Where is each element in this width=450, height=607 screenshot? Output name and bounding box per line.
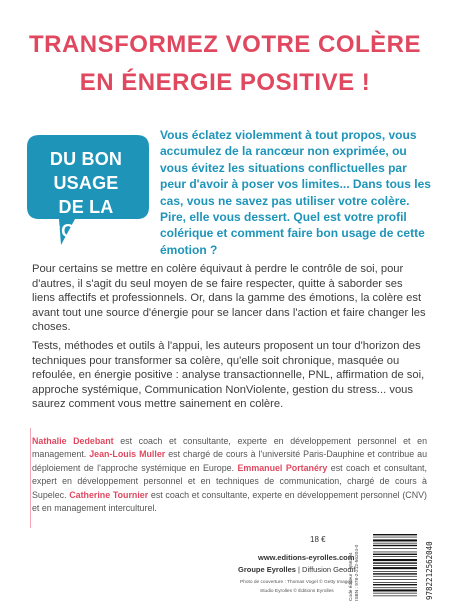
author-name: Nathalie Dedebant (32, 436, 114, 446)
barcode-bar (373, 587, 417, 588)
body-paragraph-2: Tests, méthodes et outils à l'appui, les auteurs proposent un tour d'horizon des techniques pour transformer sa colère, qu'elle soit chronique, masquée ou refoulée, en énergie positive : analyse transactionnelle, PNL, affirmation de soi, approche systémique, Communication NonViolente, gestion du stress... vous saurez comment vous mettre sainement en colère. (32, 340, 425, 411)
bubble-line-2: DE LA COLÈRE (47, 197, 125, 241)
barcode-bar (373, 552, 417, 553)
distributor: | Diffusion Geodif (295, 565, 356, 574)
barcode-bar (373, 559, 417, 561)
barcode-bar (373, 556, 417, 557)
barcode-bar (373, 579, 417, 580)
headline-line-1: TRANSFORMEZ VOTRE COLÈRE (28, 31, 421, 58)
author-bios (32, 435, 427, 515)
barcode-bar (373, 589, 417, 591)
body-paragraph-1: Pour certains se mettre en colère équivaut à perdre le contrôle de soi, pour d'autres, il s'agit du seul moyen de se faire respecter, quitte à saborder ses liens affectifs et professionnels. Or, dans la gamme des émotions, la colère est avant tout une source d'énergie pour se lancer dans l'action et faire changer les choses. (32, 263, 426, 334)
speech-bubble-text (28, 147, 144, 243)
isbn-block (349, 535, 369, 601)
author-desc: est coach et consultante, experte en développement personnel (CNV) et en management interculturel. (32, 489, 427, 514)
barcode-bar (373, 562, 417, 563)
isbn-text (349, 545, 361, 601)
author-desc: est chargé de cours à l'université Paris-Dauphine et contribue au déploiement de l'approche systémique en Europe. (32, 449, 428, 473)
barcode-bar (373, 582, 417, 583)
barcode-bar (373, 596, 417, 597)
barcode-bar (373, 543, 417, 544)
barcode-bar (373, 534, 417, 535)
price: 18 € (310, 535, 326, 544)
publisher-name: Groupe Eyrolles (238, 565, 296, 574)
barcode-bar (373, 565, 417, 566)
author-desc: est coach et consultante, experte en développement personnel et en management. (32, 436, 427, 460)
barcode-icon (373, 533, 423, 601)
studio-credit: Studio Eyrolles © Éditions Eyrolles (260, 589, 334, 594)
barcode-bar (373, 537, 417, 538)
barcode-bar (373, 554, 417, 555)
author-divider (30, 428, 31, 528)
barcode-bar (373, 545, 417, 546)
photo-credit: Photo de couverture : Thomas Vogel © Getty Images (240, 580, 353, 585)
barcode-bar (373, 576, 417, 577)
barcode-bar (373, 584, 417, 585)
barcode-bar (373, 567, 417, 569)
publisher-line (238, 565, 355, 574)
headline-line-2: EN ÉNERGIE POSITIVE ! (79, 69, 371, 96)
intro-paragraph (160, 127, 436, 258)
bubble-line-1: DU BON USAGE (49, 149, 123, 193)
author-name: Emmanuel Portanéry (237, 462, 328, 473)
author-desc: est coach et consultant, expert en développement personnel et en techniques de communication, chargé de cours à Supelec. (32, 462, 427, 500)
isbn-number: ISBN : 978-2-212-56204-0 (355, 544, 360, 601)
author-name: Jean-Louis Muller (89, 449, 166, 460)
editor-code: Code éditeur : G56204 (349, 552, 354, 601)
barcode-digits: 9782212562040 (425, 541, 434, 600)
barcode-bar (373, 571, 417, 572)
barcode-bar (373, 539, 417, 541)
intro-text: Vous éclatez violemment à tout propos, vous accumulez de la rancœur non exprimée, ou vous évitez les situations conflictuelles par peur d'avoir à poser vos limites... Dans tous les cas, vous ne savez pas utiliser votre colère. Pire, elle vous dessert. Quel est votre profil colérique et comment faire bon usage de cette émotion ? (160, 128, 431, 257)
barcode-bar (373, 593, 417, 594)
author-name: Catherine Tournier (69, 489, 149, 500)
publisher-website: www.editions-eyrolles.com (258, 553, 355, 562)
barcode-bar (373, 573, 417, 574)
barcode-bar (373, 548, 417, 549)
